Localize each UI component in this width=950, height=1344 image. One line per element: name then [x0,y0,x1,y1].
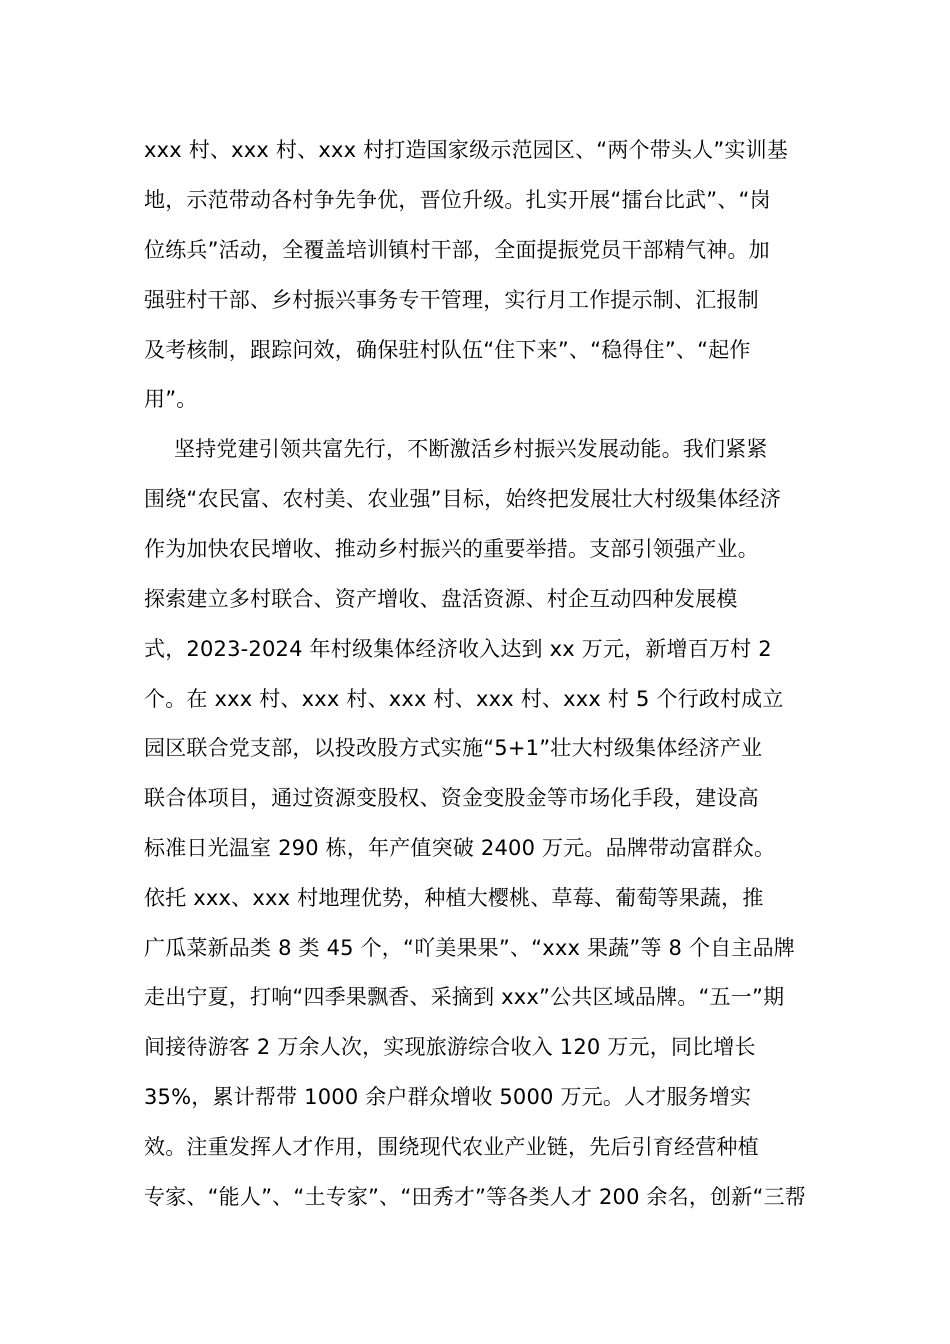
text-line: 围绕“农民富、农村美、农业强”目标，始终把发展壮大村级集体经济 [144,487,781,511]
text-line: 位练兵”活动，全覆盖培训镇村干部，全面提振党员干部精气神。加 [144,238,770,262]
text-line: 及考核制，跟踪问效，确保驻村队伍“住下来”、“稳得住”、“起作 [144,338,751,362]
text-line: 间接待游客 2 万余人次，实现旅游综合收入 120 万元，同比增长 [144,1035,756,1059]
text-line: 走出宁夏，打响“四季果飘香、采摘到 xxx”公共区域品牌。“五一”期 [144,985,785,1009]
text-line: 效。注重发挥人才作用，围绕现代农业产业链，先后引育经营种植 [144,1135,759,1159]
text-line: 作为加快农民增收、推动乡村振兴的重要举措。支部引领强产业。 [144,537,759,561]
text-line: 专家、“能人”、“土专家”、“田秀才”等各类人才 200 余名，创新“三帮 [144,1185,806,1209]
text-line: 依托 xxx、xxx 村地理优势，种植大樱桃、草莓、葡萄等果蔬，推 [144,886,764,910]
text-line: 强驻村干部、乡村振兴事务专干管理，实行月工作提示制、汇报制 [144,288,759,312]
text-line: 标准日光温室 290 栋，年产值突破 2400 万元。品牌带动富群众。 [144,836,776,860]
text-line: xxx 村、xxx 村、xxx 村打造国家级示范园区、“两个带头人”实训基 [144,138,789,162]
text-line: 探索建立多村联合、资产增收、盘活资源、村企互动四种发展模 [144,587,738,611]
text-line: 用”。 [144,387,198,411]
text-line: 园区联合党支部，以投改股方式实施“5+1”壮大村级集体经济产业 [144,736,763,760]
text-line: 式，2023-2024 年村级集体经济收入达到 xx 万元，新增百万村 2 [144,637,772,661]
text-line: 35%，累计帮带 1000 余户群众增收 5000 万元。人才服务增实 [144,1085,752,1109]
text-line: 坚持党建引领共富先行，不断激活乡村振兴发展动能。我们紧紧 [174,437,768,461]
text-line: 联合体项目，通过资源变股权、资金变股金等市场化手段，建设高 [144,786,759,810]
text-line: 个。在 xxx 村、xxx 村、xxx 村、xxx 村、xxx 村 5 个行政村成立 [144,687,784,711]
text-line: 广瓜菜新品类 8 类 45 个，“吖美果果”、“xxx 果蔬”等 8 个自主品牌 [144,936,795,960]
text-line: 地，示范带动各村争先争优，晋位升级。扎实开展“擂台比武”、“岗 [144,188,771,212]
